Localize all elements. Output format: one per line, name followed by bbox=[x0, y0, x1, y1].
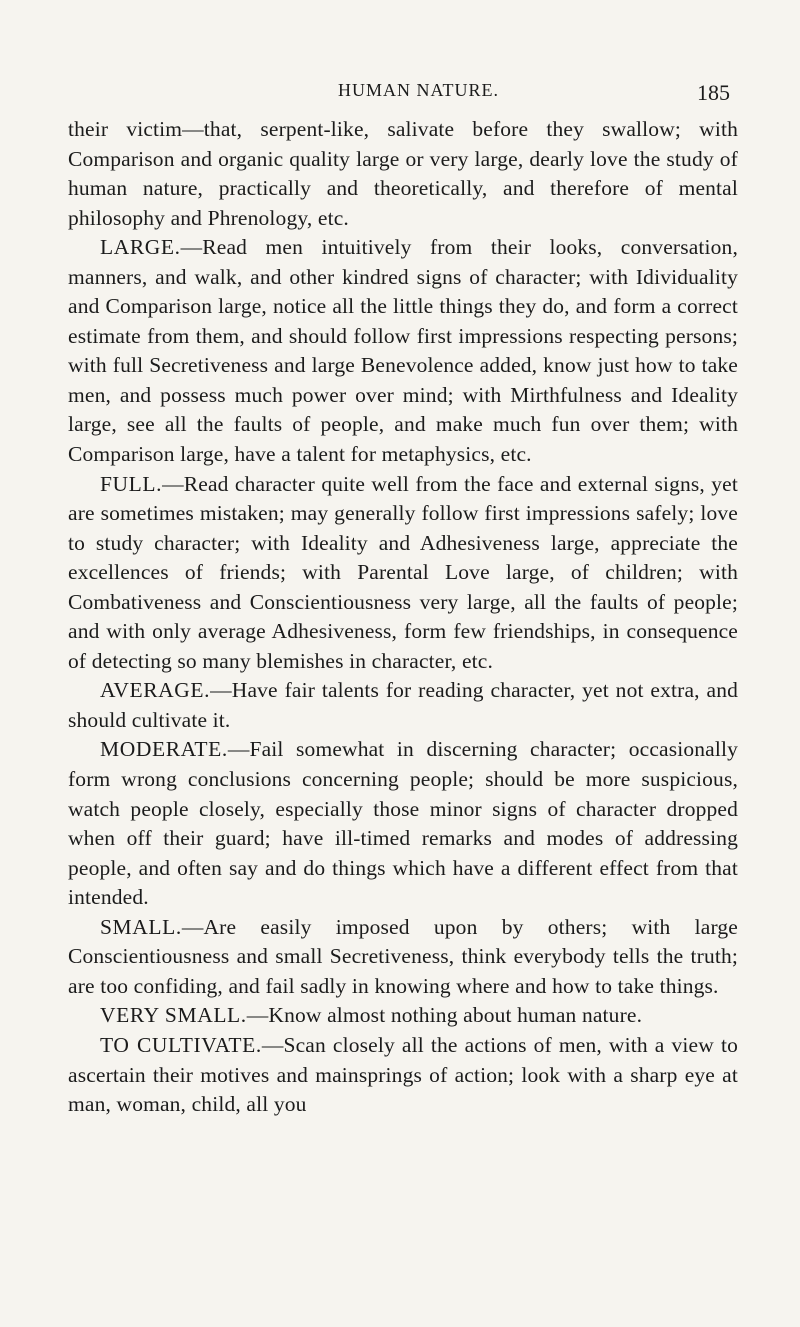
body-text bbox=[68, 115, 738, 1120]
paragraph-text: —Are easily imposed upon by others; with large Conscientiousness and small Secretiveness, think everybody tells the truth; are too confiding, and fail sadly in knowing where and how to take things. bbox=[68, 914, 738, 998]
paragraph-average bbox=[68, 676, 738, 735]
paragraph-small bbox=[68, 913, 738, 1002]
paragraph-moderate bbox=[68, 735, 738, 912]
paragraph-to-cultivate bbox=[68, 1031, 738, 1120]
paragraph-continuation bbox=[68, 115, 738, 233]
running-head bbox=[300, 80, 730, 104]
paragraph-text: —Know almost nothing about human nature. bbox=[246, 1003, 643, 1028]
paragraph-heading: VERY SMALL. bbox=[100, 1003, 247, 1028]
paragraph-large bbox=[68, 233, 738, 469]
running-title: HUMAN NATURE. bbox=[338, 80, 499, 100]
page-number: 185 bbox=[697, 80, 730, 105]
paragraph-heading: SMALL. bbox=[100, 914, 182, 939]
paragraph-heading: AVERAGE. bbox=[100, 678, 211, 703]
paragraph-full bbox=[68, 470, 738, 677]
paragraph-text: —Fail somewhat in discerning character; occasionally form wrong conclusions concerning people; should be more suspicious, watch people closely, especially those minor signs of character dropped when off their guard; have ill-timed remarks and modes of addressing people, and often say and do things which have a different effect from that intended. bbox=[68, 737, 738, 910]
paragraph-text: —Read men intuitively from their looks, conversation, manners, and walk, and other kindred signs of character; with Idividuality and Comparison large, notice all the little things they do, and form a correct estimate from them, and should follow first impressions respecting persons; with full Secretiveness and large Benevolence added, know just how to take men, and possess much power over mind; with Mirthfulness and Ideality large, see all the faults of people, and make much fun over them; with Comparison large, have a talent for metaphysics, etc. bbox=[68, 235, 738, 467]
paragraph-text: their victim—that, serpent-like, salivate before they swallow; with Comparison and organic quality large or very large, dearly love the study of human nature, practically and theoretically, and therefore of mental philosophy and Phrenology, etc. bbox=[68, 117, 738, 230]
paragraph-heading: LARGE. bbox=[100, 235, 181, 260]
paragraph-text: —Scan closely all the actions of men, with a view to ascertain their motives and mainsprings of action; look with a sharp eye at man, woman, child, all you bbox=[68, 1032, 738, 1117]
paragraph-very-small bbox=[68, 1001, 738, 1031]
paragraph-text: —Have fair talents for reading character, yet not extra, and should cultivate it. bbox=[68, 678, 738, 732]
paragraph-heading: MODERATE. bbox=[100, 737, 228, 762]
paragraph-heading: TO CULTIVATE. bbox=[100, 1032, 262, 1057]
paragraph-heading: FULL. bbox=[100, 471, 163, 496]
paragraph-text: —Read character quite well from the face and external signs, yet are sometimes mistaken; may generally follow first impressions safely; love to study character; with Ideality and Adhesiveness large, appreciate the excellences of friends; with Parental Love large, of children; with Combativeness and Conscientiousness very large, all the faults of people; and with only average Adhesiveness, form few friendships, in consequence of detecting so many blemishes in character, etc. bbox=[68, 471, 738, 673]
